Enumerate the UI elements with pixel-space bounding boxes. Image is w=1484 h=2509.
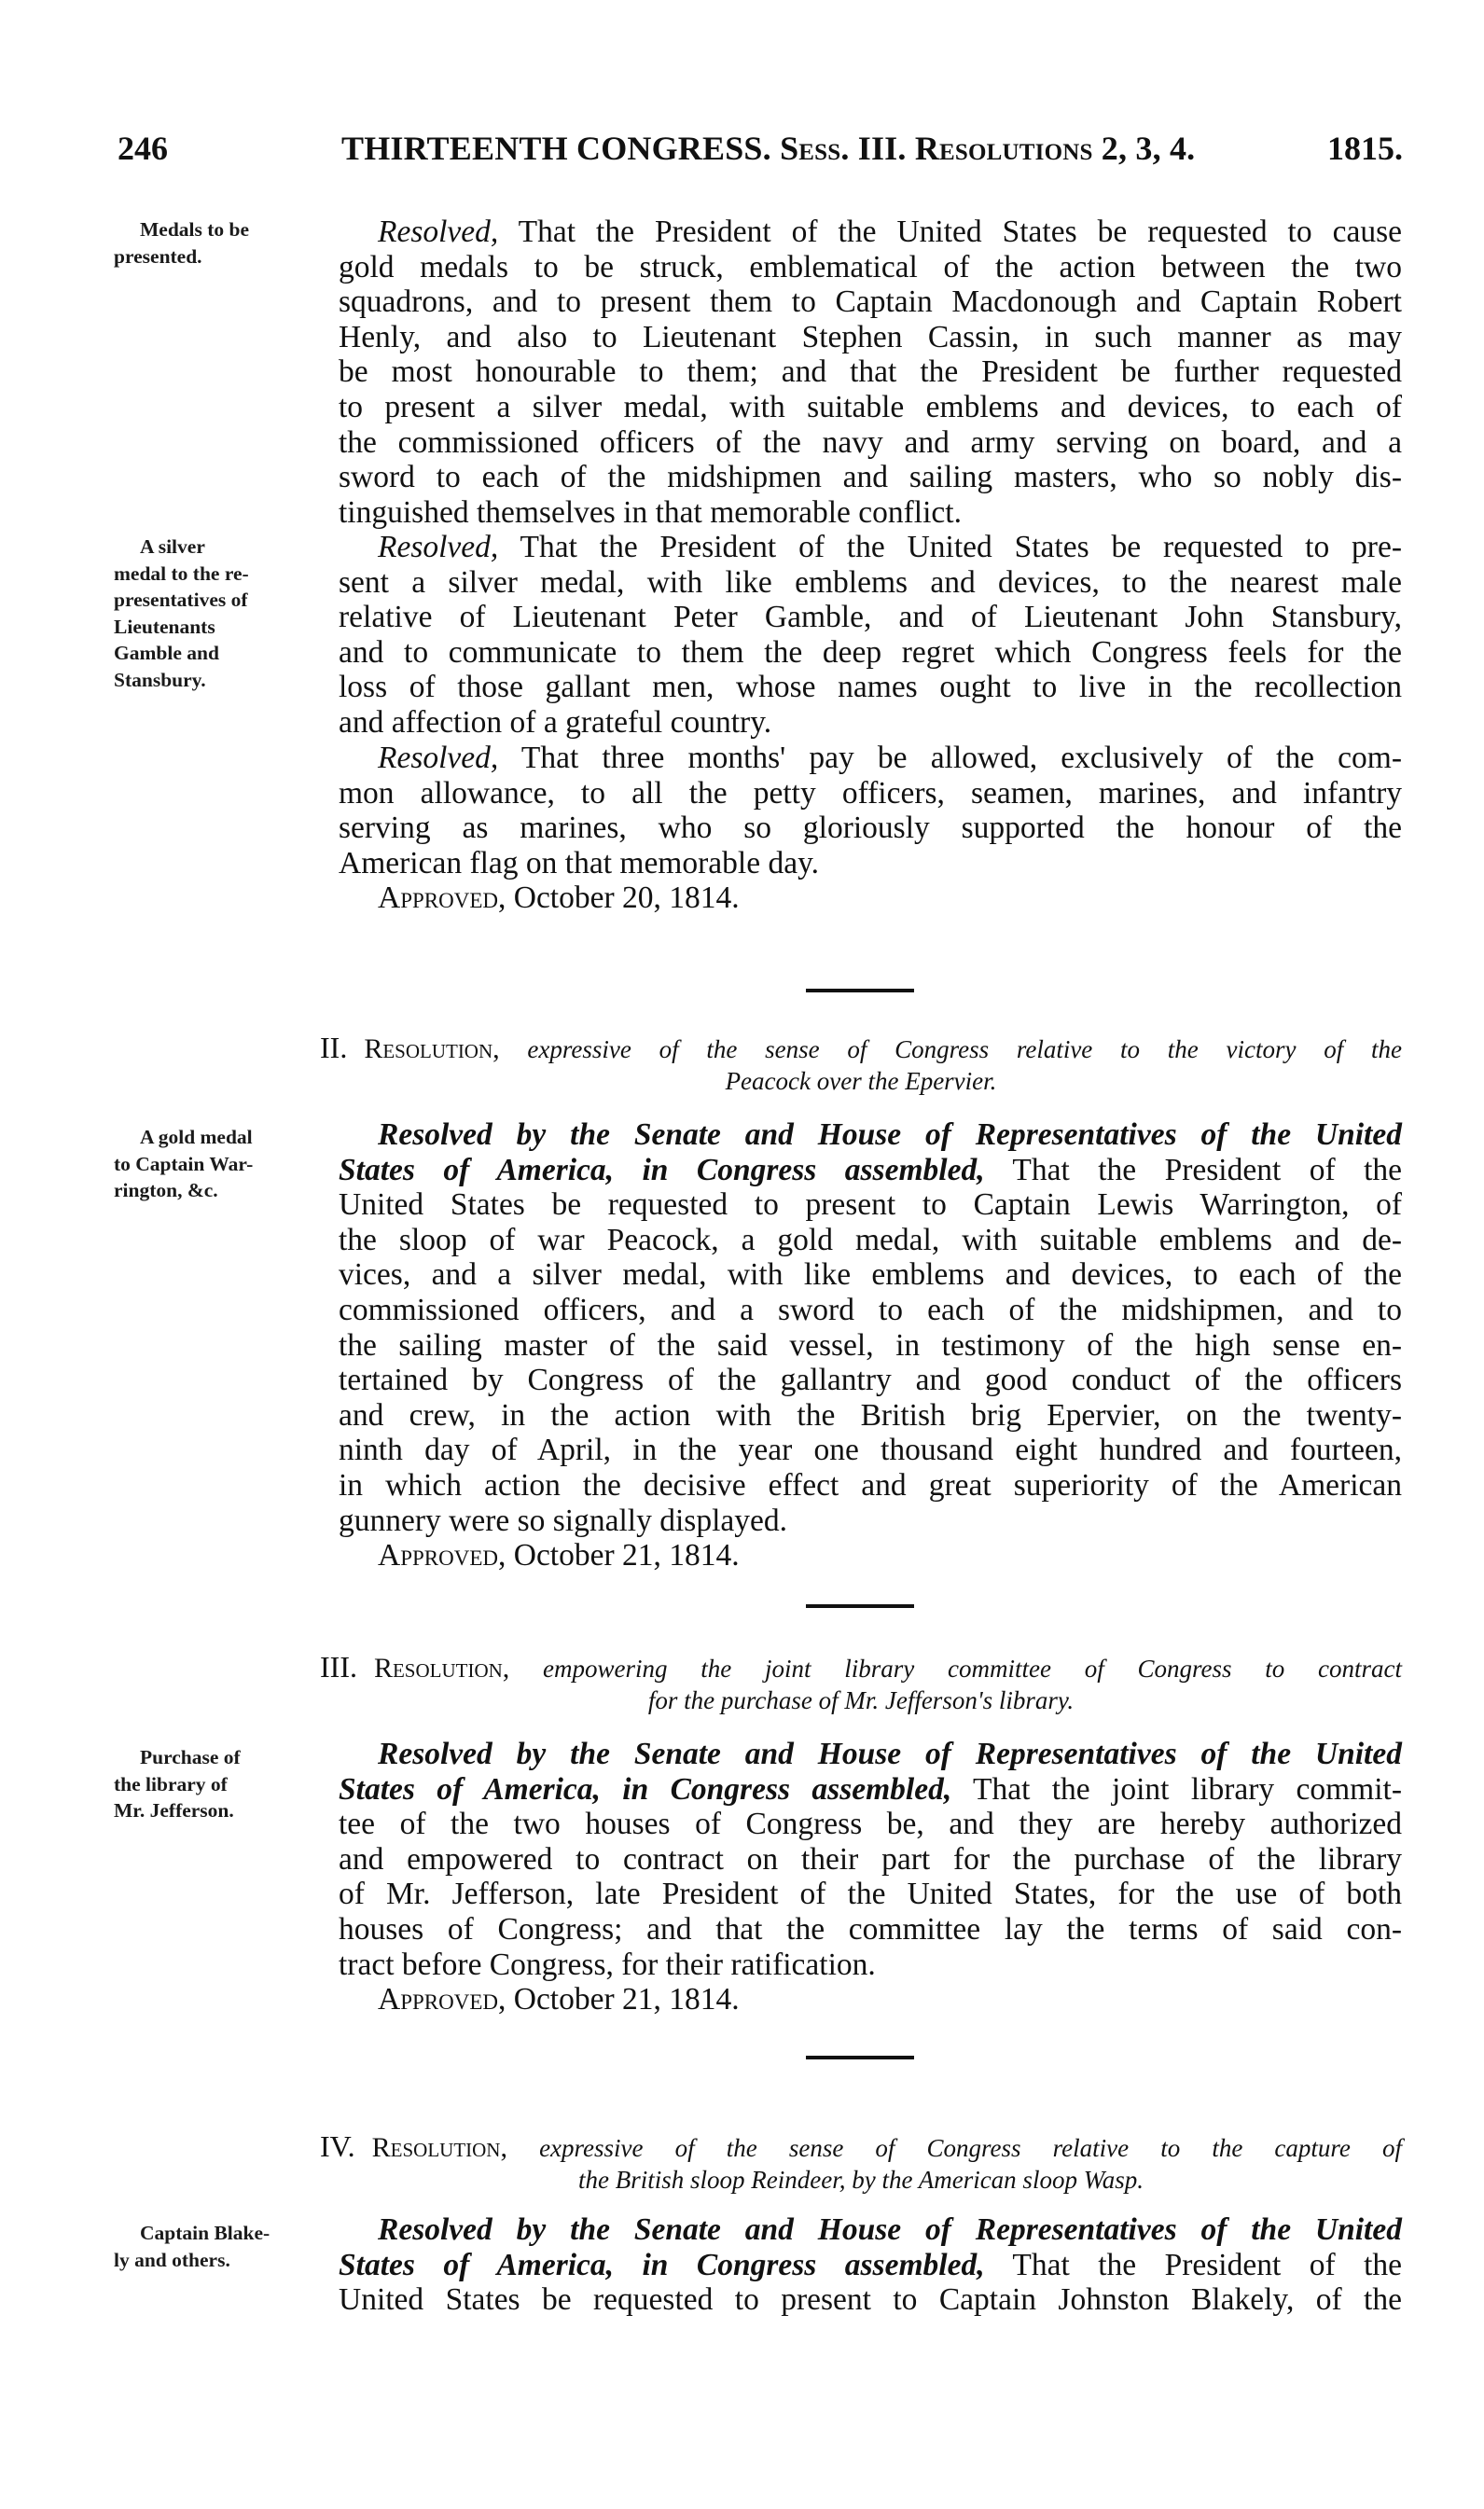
approved-label: Approved,	[378, 1538, 506, 1573]
enacting-clause: States of America, in Congress assembled,	[339, 2247, 985, 2282]
text-line: the commissioned officers of the navy and army serving on board, and a	[339, 424, 1402, 460]
session-label: Sess. III.	[780, 130, 907, 167]
resolution-label: Resolution,	[371, 2132, 507, 2163]
margin-note-line: A silver	[140, 535, 205, 558]
text-fragment: That the President of the	[984, 1152, 1403, 1187]
text-fragment: That the joint library commit-	[951, 1771, 1402, 1807]
text-line: the sloop of war Peacock, a gold medal, with suitable emblems and de-	[339, 1222, 1402, 1257]
margin-note-line: the library of	[114, 1772, 228, 1795]
approved-label: Approved,	[378, 880, 506, 916]
text-line: United States be requested to present to Captain Johnston Blakely, of the	[339, 2282, 1402, 2318]
approved-line	[339, 1982, 1402, 2017]
text-line: in which action the decisive effect and great superiority of the American	[339, 1467, 1402, 1503]
resolution-title-cont: the British sloop Reindeer, by the American sloop Wasp.	[578, 2166, 1144, 2194]
text-line: mon allowance, to all the petty officers, seamen, marines, and infantry	[339, 775, 1402, 811]
enacting-clause: States of America, in Congress assembled,	[339, 1771, 952, 1807]
text-line: ninth day of April, in the year one thousand eight hundred and fourteen,	[339, 1433, 1402, 1468]
congress-title: THIRTEENTH CONGRESS.	[341, 130, 771, 167]
resolution-title: empowering the joint library committee of Congress to contract	[509, 1655, 1402, 1683]
text-line: commissioned officers, and a sword to each of the midshipmen, and to	[339, 1292, 1402, 1327]
approved-line	[339, 880, 1402, 916]
text-line	[339, 1153, 1402, 1188]
resolution-label: Resolution,	[373, 1653, 510, 1684]
approved-label: Approved,	[378, 1982, 506, 2017]
text-line: and empowered to contract on their part for the purchase of the library	[339, 1841, 1402, 1877]
text-line: loss of those gallant men, whose names ought to live in the recollection	[339, 670, 1402, 705]
text-line: and affection of a grateful country.	[339, 704, 772, 740]
section-divider	[806, 989, 914, 992]
enacting-clause: States of America, in Congress assembled,	[339, 1152, 985, 1187]
margin-note-medals	[114, 216, 317, 270]
text-line: relative of Lieutenant Peter Gamble, and of Lieutenant John Stansbury,	[339, 600, 1402, 635]
margin-note-line: presented.	[114, 244, 202, 268]
margin-note-line: presentatives of	[114, 589, 248, 611]
text-fragment: That the President of the United States be requested to pre-	[498, 530, 1402, 564]
margin-note-line: rington, &c.	[114, 1179, 218, 1201]
resolution-4-heading	[320, 2130, 1402, 2196]
text-line: squadrons, and to present them to Captain Macdonough and Captain Robert	[339, 284, 1402, 320]
resolution-3-body	[339, 1737, 1402, 2017]
margin-note-line: to Captain War-	[114, 1152, 254, 1175]
text-line: vices, and a silver medal, with like emblems and devices, to each of the	[339, 1257, 1402, 1293]
resolution-2-heading	[320, 1032, 1402, 1097]
resolution-4-body	[339, 2212, 1402, 2318]
resolution-title-cont: for the purchase of Mr. Jefferson's library.	[647, 1686, 1075, 1714]
resolution-3-heading	[320, 1651, 1402, 1716]
resolved-lead: Resolved,	[378, 215, 499, 249]
heading-line	[320, 1032, 1402, 1065]
margin-note-line: Captain Blake-	[140, 2222, 270, 2244]
margin-note-line: Mr. Jefferson.	[114, 1799, 234, 1822]
text-line: tertained by Congress of the gallantry and good conduct of the officers	[339, 1363, 1402, 1398]
paragraph-medals	[339, 215, 1402, 530]
enacting-clause: Resolved by the Senate and House of Representatives of the United	[378, 2212, 1402, 2247]
approved-date: October 21, 1814.	[506, 1982, 740, 2017]
text-line	[339, 215, 1402, 250]
text-line: American flag on that memorable day.	[339, 845, 820, 880]
running-header	[118, 129, 1403, 175]
margin-note-line: ly and others.	[114, 2248, 230, 2271]
text-line: tinguished themselves in that memorable conflict.	[339, 494, 962, 530]
text-line: United States be requested to present to Captain Lewis Warrington, of	[339, 1187, 1402, 1223]
resolution-title: expressive of the sense of Congress relative to the victory of the	[499, 1035, 1402, 1063]
resolution-title: expressive of the sense of Congress relative to the capture of	[506, 2134, 1402, 2162]
text-line	[339, 741, 1402, 776]
margin-note-line: Purchase of	[140, 1746, 241, 1768]
resolved-lead: Resolved,	[378, 741, 499, 775]
heading-line	[320, 2130, 1402, 2164]
page-number: 246	[118, 130, 168, 167]
text-line: houses of Congress; and that the committee lay the terms of said con-	[339, 1911, 1402, 1947]
resolution-2-body	[339, 1117, 1402, 1573]
text-line: be most honourable to them; and that the President be further requested	[339, 354, 1402, 390]
margin-note-line: Stansbury.	[114, 668, 206, 691]
approved-date: October 20, 1814.	[506, 880, 740, 916]
text-line	[339, 2248, 1402, 2283]
resolution-number: III.	[320, 1650, 357, 1684]
text-line: the sailing master of the said vessel, in testimony of the high sense en-	[339, 1327, 1402, 1363]
text-line: to present a silver medal, with suitable emblems and devices, to each of	[339, 389, 1402, 424]
text-line: of Mr. Jefferson, late President of the United States, for the use of both	[339, 1877, 1402, 1912]
margin-note-jefferson-library	[114, 1744, 317, 1824]
resolution-number: IV.	[320, 2129, 355, 2163]
enacting-clause: Resolved by the Senate and House of Representatives of the United	[378, 1117, 1402, 1152]
text-line: Henly, and also to Lieutenant Stephen Cassin, in such manner as may	[339, 319, 1402, 354]
text-line	[339, 1772, 1402, 1808]
margin-note-line: Medals to be	[140, 218, 250, 241]
text-line: tee of the two houses of Congress be, and they are hereby authorized	[339, 1807, 1402, 1842]
paragraph-silver-medal	[339, 530, 1402, 741]
text-fragment: That the President of the United States be requested to cause	[498, 215, 1402, 249]
margin-note-line: Lieutenants	[114, 615, 215, 638]
paragraph-three-months-pay	[339, 741, 1402, 916]
approved-line	[339, 1538, 1402, 1573]
margin-note-line: medal to the re-	[114, 561, 249, 585]
text-line: tract before Congress, for their ratification.	[339, 1947, 876, 1982]
text-line: gunnery were so signally displayed.	[339, 1503, 787, 1538]
margin-note-gold-medal	[114, 1124, 317, 1204]
text-line: serving as marines, who so gloriously supported the honour of the	[339, 811, 1402, 846]
heading-line	[320, 1651, 1402, 1684]
resolution-title-cont: Peacock over the Epervier.	[725, 1067, 997, 1095]
text-line: and crew, in the action with the British brig Epervier, on the twenty-	[339, 1397, 1402, 1433]
resolved-lead: Resolved,	[378, 530, 499, 564]
text-line	[339, 530, 1402, 565]
text-line: sword to each of the midshipmen and sailing masters, who so nobly dis-	[339, 460, 1402, 495]
resolutions-label: Resolutions	[914, 130, 1093, 167]
text-fragment: That three months' pay be allowed, exclusively of the com-	[498, 741, 1402, 775]
margin-note-captain-blakely	[114, 2220, 317, 2273]
text-fragment: That the President of the	[984, 2247, 1403, 2282]
section-divider	[806, 2056, 914, 2059]
text-line: sent a silver medal, with like emblems and devices, to the nearest male	[339, 564, 1402, 600]
enacting-clause: Resolved by the Senate and House of Representatives of the United	[378, 1737, 1402, 1771]
text-line: gold medals to be struck, emblematical of the action between the two	[339, 249, 1402, 284]
approved-date: October 21, 1814.	[506, 1538, 740, 1573]
section-divider	[806, 1604, 914, 1608]
resolutions-numbers: 2, 3, 4.	[1101, 130, 1196, 167]
margin-note-silver-medal	[114, 534, 317, 693]
margin-note-line: A gold medal	[140, 1126, 253, 1148]
resolution-number: II.	[320, 1031, 348, 1064]
text-line: and to communicate to them the deep regret which Congress feels for the	[339, 634, 1402, 670]
resolution-label: Resolution,	[364, 1033, 500, 1064]
margin-note-line: Gamble and	[114, 642, 219, 664]
running-title	[341, 129, 1195, 168]
header-year: 1815.	[1327, 130, 1403, 167]
